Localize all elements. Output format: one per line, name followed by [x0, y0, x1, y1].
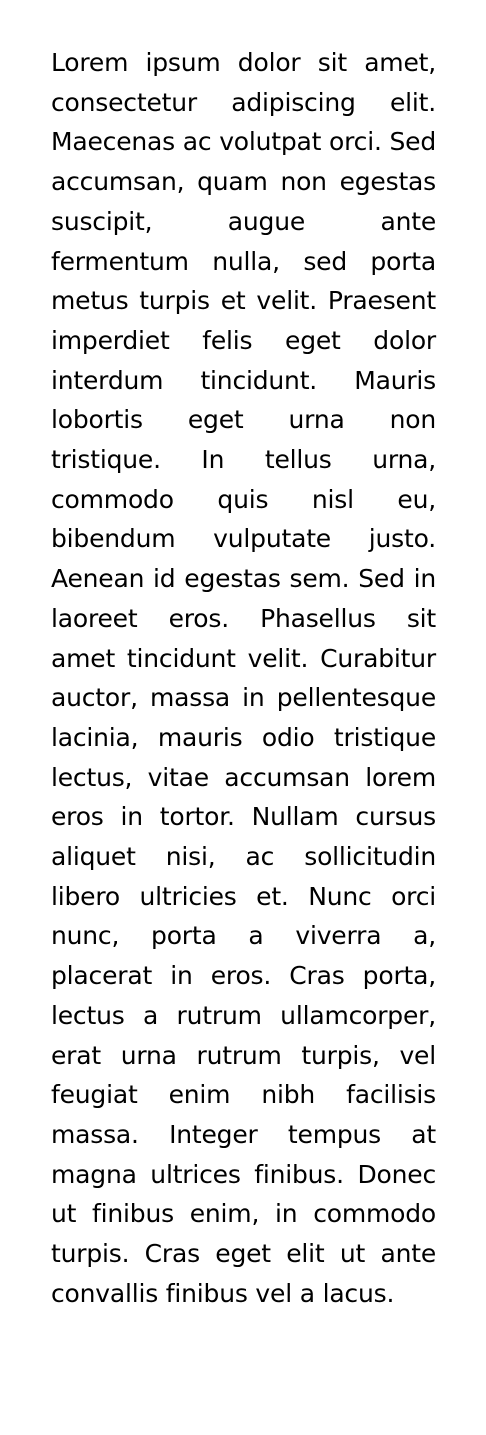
body-paragraph: Lorem ipsum dolor sit amet, consectetur adipiscing elit. Maecenas ac volutpat orci. Sed accumsan, quam non egestas suscipit, augue ante fermentum nulla, sed porta metus turpis et velit. Praesent imperdiet felis eget dolor interdum tincidunt. Mauris lobortis eget urna non tristique. In tellus urna, commodo quis nisl eu, bibendum vulputate justo. Aenean id egestas sem. Sed in laoreet eros. Phasellus sit amet tincidunt velit. Curabitur auctor, massa in pellentesque lacinia, mauris odio tristique lectus, vitae accumsan lorem eros in tortor. Nullam cursus aliquet nisi, ac sollicitudin libero ultricies et. Nunc orci nunc, porta a viverra a, placerat in eros. Cras porta, lectus a rutrum ullamcorper, erat urna rutrum turpis, vel feugiat enim nibh facilisis massa. Integer tempus at magna ultrices finibus. Donec ut finibus enim, in commodo turpis. Cras eget elit ut ante convallis finibus vel a lacus. [51, 48, 436, 1308]
